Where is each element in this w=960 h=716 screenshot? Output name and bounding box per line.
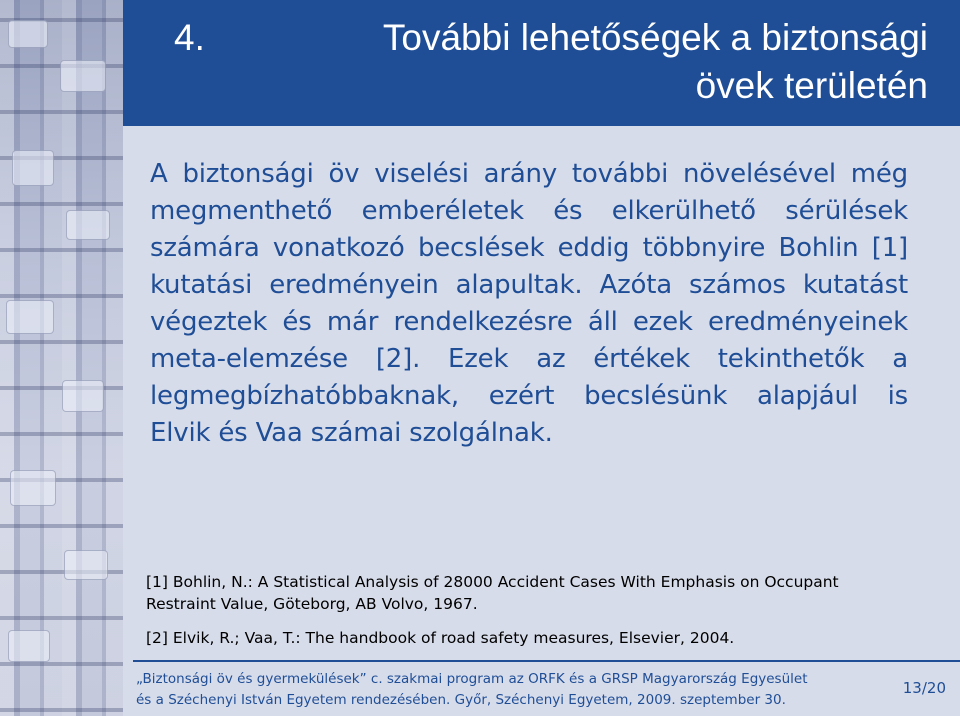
footer xyxy=(123,659,960,716)
car-shape xyxy=(64,550,108,580)
reference-1-line-2: Restraint Value, Göteborg, AB Volvo, 1967. xyxy=(146,595,478,613)
background-photo-strip xyxy=(0,0,123,716)
car-shape xyxy=(66,210,110,240)
car-shape xyxy=(62,380,104,412)
body-line: megmenthető emberéletek és elkerülhető sérülések xyxy=(150,196,908,226)
reference-2 xyxy=(146,627,926,649)
slide-number: 4. xyxy=(174,17,205,58)
body-paragraph xyxy=(150,156,908,452)
footer-line-1: „Biztonsági öv és gyermekülések” c. szakmai program az ORFK és a GRSP Magyarország Egyesület xyxy=(136,671,808,687)
body-line: végeztek és már rendelkezésre áll ezek eredményeinek xyxy=(150,307,908,337)
footer-line-2: és a Széchenyi István Egyetem rendezésében. Győr, Széchenyi Egyetem, 2009. szeptember 30. xyxy=(136,692,786,708)
car-shape xyxy=(8,20,48,48)
car-shape xyxy=(8,630,50,662)
body-line: legmegbízhatóbbaknak, ezért becslésünk alapjául is xyxy=(150,381,908,411)
title-line-2: övek területén xyxy=(695,65,928,106)
content-panel xyxy=(123,126,960,659)
page-number: 13/20 xyxy=(902,679,946,697)
car-shape xyxy=(10,470,56,506)
car-shape xyxy=(6,300,54,334)
reference-1-line-1: [1] Bohlin, N.: A Statistical Analysis of 28000 Accident Cases With Emphasis on Occupant xyxy=(146,573,839,591)
title-bar xyxy=(123,0,960,126)
footer-text xyxy=(136,669,836,711)
car-shape xyxy=(60,60,106,92)
reference-1 xyxy=(146,571,926,615)
body-line: A biztonsági öv viselési arány további növelésével még xyxy=(150,159,908,189)
body-line: számára vonatkozó becslések eddig többnyire Bohlin [1] xyxy=(150,233,908,263)
body-line: meta-elemzése [2]. Ezek az értékek tekinthetők a xyxy=(150,344,908,374)
slide-title xyxy=(138,14,928,110)
footer-divider xyxy=(133,660,960,662)
body-line: kutatási eredményein alapultak. Azóta számos kutatást xyxy=(150,270,908,300)
body-line: Elvik és Vaa számai szolgálnak. xyxy=(150,418,553,448)
title-line-1: További lehetőségek a biztonsági xyxy=(382,17,928,58)
car-shape xyxy=(12,150,54,186)
reference-2-line: [2] Elvik, R.; Vaa, T.: The handbook of road safety measures, Elsevier, 2004. xyxy=(146,629,735,647)
